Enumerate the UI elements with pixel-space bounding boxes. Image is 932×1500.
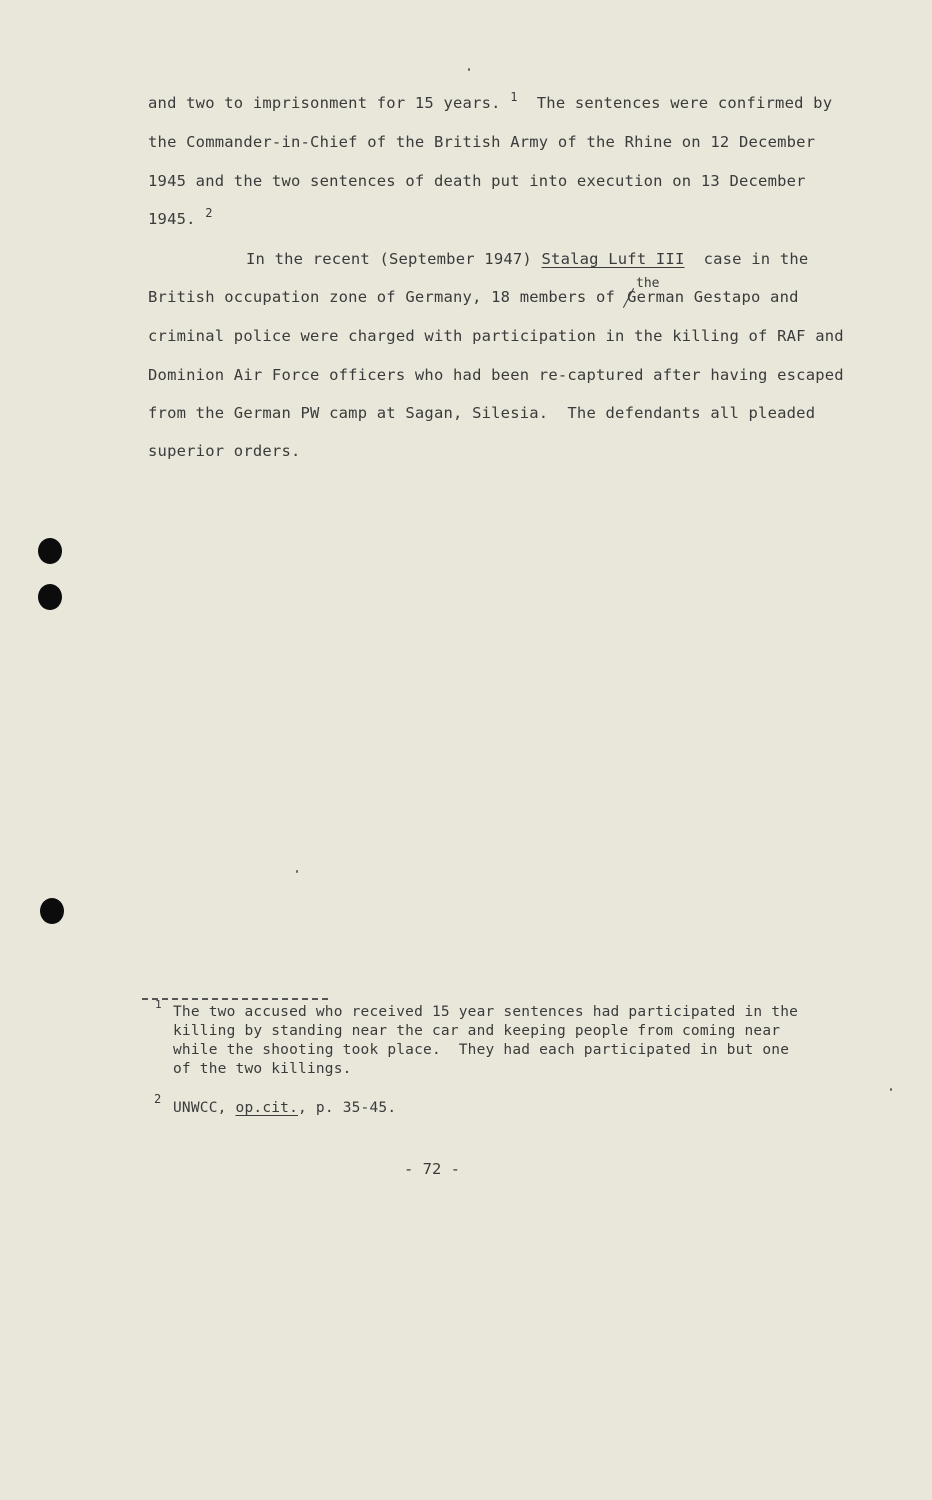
paper-speck [890, 1088, 892, 1091]
footnote-separator [142, 998, 328, 1000]
body-line [148, 90, 833, 112]
footnote-text: UNWCC, [173, 1100, 227, 1116]
body-line: criminal police were charged with participation in the killing of RAF and [148, 327, 844, 345]
body-line [246, 250, 808, 268]
body-line: superior orders. [148, 442, 301, 460]
footnote-line: of the two killings. [173, 1061, 352, 1077]
footnote-marker: 1 [155, 998, 162, 1011]
body-line: from the German PW camp at Sagan, Silesia. The defendants all pleaded [148, 404, 816, 422]
case-name: Stalag Luft III [541, 250, 685, 268]
body-line: the Commander-in-Chief of the British Army of the Rhine on 12 December [148, 133, 816, 151]
body-text: German Gestapo and [627, 288, 799, 306]
footnote-marker: 2 [154, 1092, 162, 1106]
body-text: 1945. [148, 210, 196, 228]
body-text: The sentences were confirmed by [536, 94, 833, 112]
footnote-ref: 1 [510, 90, 518, 104]
body-line: 1945 and the two sentences of death put into execution on 13 December [148, 172, 806, 190]
body-text: case in the [703, 250, 809, 268]
footnote-line: while the shooting took place. They had each participated in but one [173, 1042, 790, 1058]
footnote-line [173, 1100, 396, 1116]
footnote-line: The two accused who received 15 year sentences had participated in the [173, 1004, 799, 1020]
punch-hole [40, 898, 64, 924]
punch-hole [38, 538, 62, 564]
paper-speck [468, 68, 470, 71]
page-number: - 72 - [404, 1160, 460, 1178]
footnote-ref: 2 [205, 206, 213, 220]
body-text: In the recent (September 1947) [246, 250, 532, 268]
body-line [148, 288, 799, 306]
punch-hole [38, 584, 62, 610]
paper-speck [296, 870, 298, 873]
footnote-line: killing by standing near the car and keeping people from coming near [173, 1023, 781, 1039]
body-line [148, 206, 213, 228]
handwritten-insertion: the [636, 276, 660, 291]
body-text: British occupation zone of Germany, 18 members of [148, 288, 616, 306]
citation-abbrev: op.cit. [235, 1100, 299, 1116]
body-text: and two to imprisonment for 15 years. [148, 94, 501, 112]
footnote-text: , p. 35-45. [298, 1100, 397, 1116]
body-line: Dominion Air Force officers who had been re-captured after having escaped [148, 366, 844, 384]
